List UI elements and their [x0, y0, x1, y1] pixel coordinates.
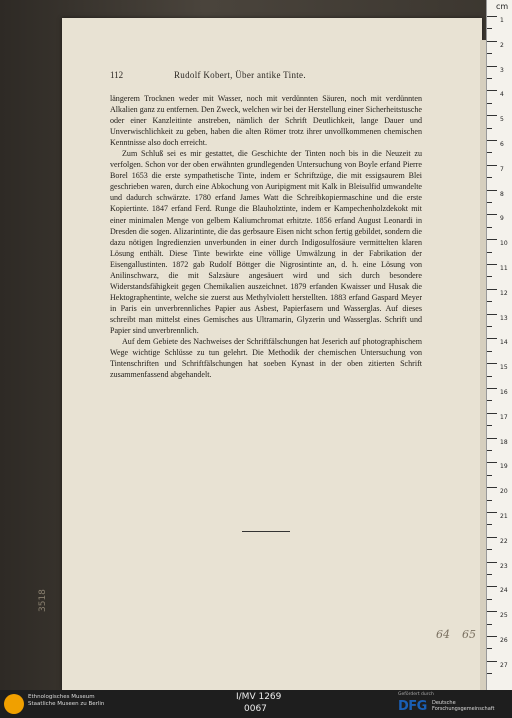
ruler-minor-tick — [487, 152, 492, 153]
ruler-major-tick — [487, 586, 497, 587]
ruler-major-tick — [487, 165, 497, 166]
ruler-label: 5 — [500, 116, 504, 124]
ruler-label: 3 — [500, 66, 504, 74]
ruler-minor-tick — [487, 351, 492, 352]
ruler-minor-tick — [487, 376, 492, 377]
ruler-minor-tick — [487, 227, 492, 228]
paragraph-1: längerem Trocknen weder mit Wasser, noch mit verdünnten Säuren, noch mit verdünnten Alkalien ganz zu entfernen. Den Zweck, welchen wir bei der Herstellung einer Sicherheitstusche oder einer Kanzleitinte anstreben, nämlich der Schrift Deutlichkeit, lange Dauer und Unverwischlichkeit zu geben, haben die alten Römer trotz ihrer unvollkommenen chemischen Kenntnisse also doch erreicht. — [110, 94, 422, 148]
ruler-minor-tick — [487, 425, 492, 426]
ruler-major-tick — [487, 661, 497, 662]
shelfmark: I/MV 1269 — [236, 692, 282, 702]
ruler-minor-tick — [487, 177, 492, 178]
ruler-label: 18 — [500, 438, 508, 446]
ruler-label: 19 — [500, 463, 508, 471]
ruler-label: 2 — [500, 41, 504, 49]
ruler-label: 23 — [500, 562, 508, 570]
ruler-unit: cm — [496, 2, 509, 11]
pencil-note-left: 3518 — [38, 589, 48, 612]
ruler-major-tick — [487, 66, 497, 67]
ruler-minor-tick — [487, 28, 492, 29]
ruler-major-tick — [487, 264, 497, 265]
ruler-label: 22 — [500, 537, 508, 545]
end-rule — [242, 531, 290, 532]
ruler-major-tick — [487, 363, 497, 364]
ruler-major-tick — [487, 41, 497, 42]
ruler-label: 25 — [500, 612, 508, 620]
ruler-label: 26 — [500, 637, 508, 644]
pencil-note-right-2: 65 — [462, 628, 476, 641]
museum-line-2: Staatliche Museen zu Berlin — [28, 701, 105, 707]
ruler-major-tick — [487, 438, 497, 439]
ruler-label: 27 — [500, 661, 508, 669]
dfg-line-2: Forschungsgemeinschaft — [432, 706, 495, 712]
ruler-minor-tick — [487, 252, 492, 253]
ruler-label: 16 — [500, 389, 508, 396]
ruler-label: 21 — [500, 513, 508, 520]
dfg-name — [432, 700, 494, 712]
page-number: 112 — [110, 70, 124, 80]
ruler-major-tick — [487, 16, 497, 17]
museum-name — [28, 694, 104, 708]
ruler-major-tick — [487, 512, 497, 513]
ruler-minor-tick — [487, 500, 492, 501]
paragraph-3: Auf dem Gebiete des Nachweises der Schriftfälschungen hat Jeserich auf photographischem Wege wichtige Schlüsse zu tun gelehrt. Die Methodik der chemischen Untersuchung von Tintenschriften und Schriftfälschungen hat soeben Kynast in der oben zitierten Schrift zusammenfassend abgehandelt. — [110, 337, 422, 380]
ruler-major-tick — [487, 611, 497, 612]
ruler-major-tick — [487, 239, 497, 240]
body-text — [110, 93, 422, 380]
ruler-major-tick — [487, 190, 497, 191]
footer-bar — [0, 690, 512, 718]
ruler-minor-tick — [487, 128, 492, 129]
ruler-minor-tick — [487, 276, 492, 277]
ruler-minor-tick — [487, 475, 492, 476]
ruler-minor-tick — [487, 673, 492, 674]
ruler-major-tick — [487, 487, 497, 488]
ruler-label: 11 — [500, 265, 508, 272]
pencil-note-right-1: 64 — [436, 628, 450, 641]
ruler-major-tick — [487, 562, 497, 563]
ruler-major-tick — [487, 90, 497, 91]
ruler-label: 10 — [500, 240, 508, 248]
ruler-label: 9 — [500, 215, 504, 223]
ruler-minor-tick — [487, 103, 492, 104]
ruler-major-tick — [487, 214, 497, 215]
ruler-minor-tick — [487, 78, 492, 79]
image-number: 0067 — [244, 704, 267, 714]
measurement-ruler — [486, 0, 512, 690]
ruler-minor-tick — [487, 53, 492, 54]
running-title: Rudolf Kobert, Über antike Tinte. — [174, 70, 306, 80]
ruler-minor-tick — [487, 400, 492, 401]
ruler-major-tick — [487, 314, 497, 315]
ruler-major-tick — [487, 413, 497, 414]
ruler-minor-tick — [487, 524, 492, 525]
ruler-label: 7 — [500, 165, 504, 173]
museum-logo-icon — [4, 694, 24, 714]
ruler-label: 1 — [500, 17, 504, 24]
funded-by-label: Gefördert durch — [398, 692, 434, 697]
ruler-label: 14 — [500, 339, 508, 347]
ruler-minor-tick — [487, 599, 492, 600]
ruler-label: 4 — [500, 91, 504, 99]
ruler-major-tick — [487, 462, 497, 463]
ruler-minor-tick — [487, 202, 492, 203]
ruler-label: 24 — [500, 587, 508, 595]
ruler-label: 20 — [500, 488, 508, 496]
dfg-logo-icon: DFG — [398, 699, 427, 714]
ruler-major-tick — [487, 537, 497, 538]
ruler-label: 12 — [500, 289, 508, 297]
ruler-major-tick — [487, 140, 497, 141]
ruler-major-tick — [487, 338, 497, 339]
ruler-major-tick — [487, 636, 497, 637]
ruler-minor-tick — [487, 301, 492, 302]
ruler-major-tick — [487, 289, 497, 290]
ruler-major-tick — [487, 115, 497, 116]
ruler-label: 13 — [500, 314, 508, 322]
paragraph-2: Zum Schluß sei es mir gestattet, die Geschichte der Tinten noch bis in die Neuzeit zu verfolgen. Schon vor der oben erwähnten grundlegenden Untersuchung von Boyle erfand Pierre Borel 1653 die erste sympathetische Tinte, indem er Schriftzüge, die mit essigsaurem Blei geschrieben waren, durch eine Abkochung von Auripigment mit Kalk in Bleisulfid umwandelte und dadurch schwärzte. 1780 erfand James Watt die Schreibkopiermaschine und die erste Kopiertinte. 1847 erfand Ferd. Runge die Blauholztinte, indem er Kampechenholzdekokt mit einer minimalen Menge von gelbem Kaliumchromat erhitzte. 1856 erfand August Leonardi in Dresden die sogen. Alizarintinte, die das gerbsaure Eisen nicht schon fertig gebildet, sondern die dazu nötigen Ingredienzien unverbunden in einer durch Indigosulfosäure vermittelten klaren Lösung enthält. Diese Tinte bewirkte eine völlige Umwälzung in der Fabrikation der Eisengallustinten. 1872 gab Rudolf Böttger die Nigrosintinte an, d. h. eine Lösung von Anilinschwarz, die mit Salzsäure angesäuert wird und sich durch besondere Widerstandsfähigkeit gegen Chemikalien auszeichnet. 1879 erfanden Kwaisser und Husak die Hektographentinte, welche sie zuerst aus Methylviolett herstellten. 1883 erfand Gaspard Meyer in Paris ein unverbrennliches Papier aus Asbest, Papierfasern und Wasserglas. Auf dieses schreibt man mittelst eines Gemisches aus Ultramarin, Glyzerin und Wasserglas. Schrift und Papier sind unverbrennlich. — [110, 149, 422, 335]
ruler-label: 15 — [500, 364, 508, 372]
ruler-minor-tick — [487, 450, 492, 451]
ruler-minor-tick — [487, 549, 492, 550]
ruler-label: 8 — [500, 190, 504, 198]
dfg-line-1: Deutsche — [432, 700, 456, 706]
ruler-minor-tick — [487, 624, 492, 625]
ruler-minor-tick — [487, 648, 492, 649]
ruler-major-tick — [487, 388, 497, 389]
ruler-label: 6 — [500, 141, 504, 148]
ruler-label: 17 — [500, 413, 508, 421]
museum-line-1: Ethnologisches Museum — [28, 694, 95, 700]
ruler-minor-tick — [487, 326, 492, 327]
ruler-minor-tick — [487, 574, 492, 575]
